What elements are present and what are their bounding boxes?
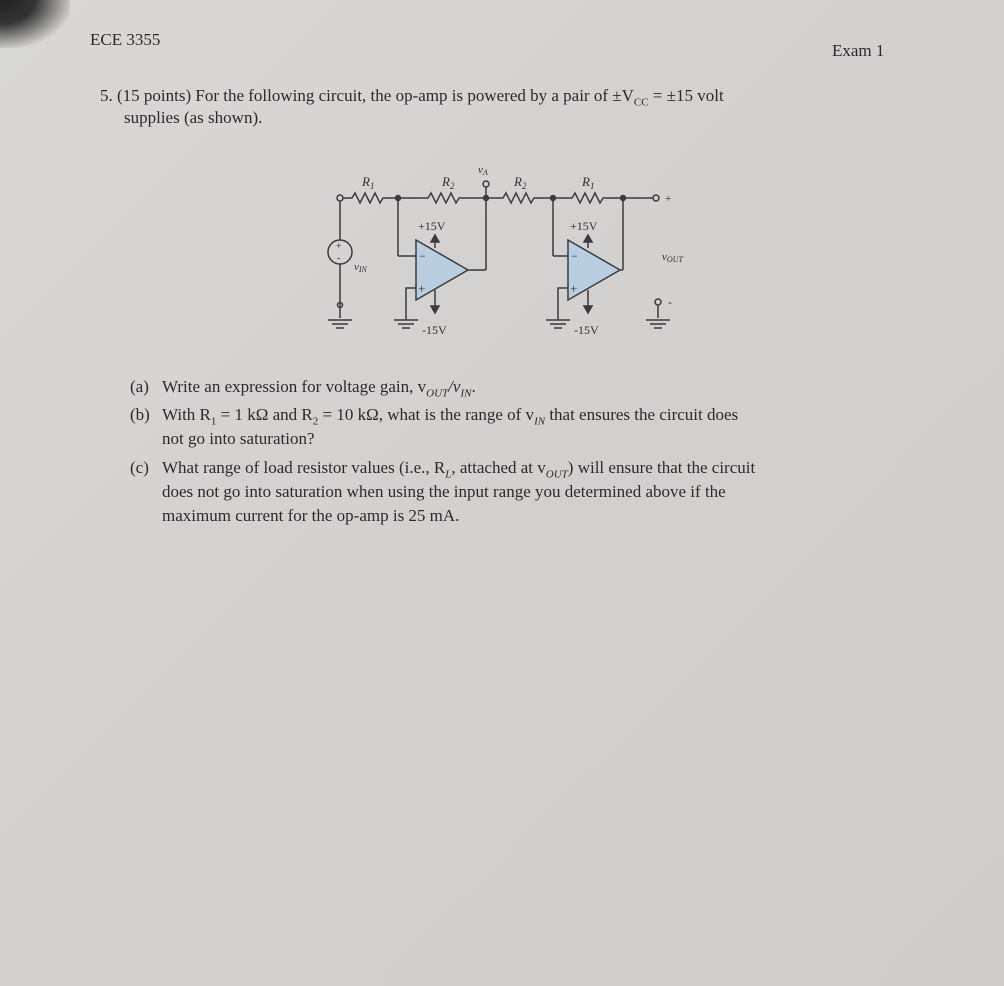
op-amp-circuit-diagram xyxy=(318,160,698,345)
label-minus15-a: -15V xyxy=(422,323,447,337)
opamp-1-noninv-ground-wire xyxy=(406,288,416,320)
opamp-2-noninv-ground-wire xyxy=(558,288,568,320)
opamp-1-vplus-arrow xyxy=(431,235,439,242)
label-r2-left: $R_2$ xyxy=(442,174,455,191)
part-a-text: Write an expression for voltage gain, $v_{OUT}/v_{IN}$. xyxy=(162,377,476,400)
resistor-r2-left xyxy=(398,193,486,203)
node-va-terminal xyxy=(483,181,489,187)
label-out-plus: + xyxy=(665,193,672,205)
label-r1-left: $R_1$ xyxy=(362,174,375,191)
label-plus15-a: +15V xyxy=(418,219,446,233)
output-terminal-plus xyxy=(653,195,659,201)
label-plus15-b: +15V xyxy=(570,219,598,233)
part-c-text: What range of load resistor values (i.e., $R_L$, attached at $v_{OUT}$) will ensure that the circuit xyxy=(162,458,756,481)
label-vin: vIN xyxy=(354,261,367,274)
part-b-text: With $R_1 = 1$ kΩ and $R_2 = 10$ kΩ, what is the range of $v_{IN}$ that ensures the circuit does xyxy=(162,405,739,428)
input-terminal xyxy=(337,195,343,201)
part-a-label: (a) xyxy=(130,377,149,396)
label-opamp1-minus: − xyxy=(419,249,426,263)
opamp-1-vminus-arrow xyxy=(431,306,439,313)
part-c-text-line3: maximum current for the op-amp is 25 mA. xyxy=(162,506,460,525)
part-b-text-line2: not go into saturation? xyxy=(162,429,315,448)
resistor-r1-left xyxy=(343,193,398,203)
photo-corner-shadow xyxy=(0,0,70,48)
label-out-minus: - xyxy=(668,295,672,309)
label-minus15-b: -15V xyxy=(574,323,599,337)
opamp-2-vplus-arrow xyxy=(584,235,592,242)
question-text: 5. (15 points) For the following circuit, the op-amp is powered by a pair of ±V xyxy=(100,86,634,105)
output-terminal-minus xyxy=(655,299,661,305)
question-text-end: = ±15 volt xyxy=(648,86,724,105)
label-opamp1-plus: + xyxy=(418,281,426,296)
part-c-text-line2: does not go into saturation when using the input range you determined above if the xyxy=(162,482,726,501)
label-src-plus: + xyxy=(336,241,342,252)
vcc-subscript: CC xyxy=(633,96,649,109)
part-b-label: (b) xyxy=(130,405,150,424)
label-opamp2-minus: − xyxy=(571,249,578,263)
course-code: ECE 3355 xyxy=(90,30,161,49)
resistor-r1-right xyxy=(553,193,653,203)
label-r1-right: $R_1$ xyxy=(582,174,595,191)
opamp-2-vminus-arrow xyxy=(584,306,592,313)
question-line-2: supplies (as shown). xyxy=(124,108,263,127)
label-src-minus: - xyxy=(337,253,341,264)
label-r2-right: $R_2$ xyxy=(514,174,527,191)
question-line-1 xyxy=(100,86,724,108)
label-va: vA xyxy=(478,164,488,177)
label-opamp2-plus: + xyxy=(570,281,578,296)
exam-title: Exam 1 xyxy=(832,41,885,60)
resistor-r2-right xyxy=(486,193,553,203)
label-vout: vOUT xyxy=(662,251,683,264)
part-c-label: (c) xyxy=(130,458,149,477)
